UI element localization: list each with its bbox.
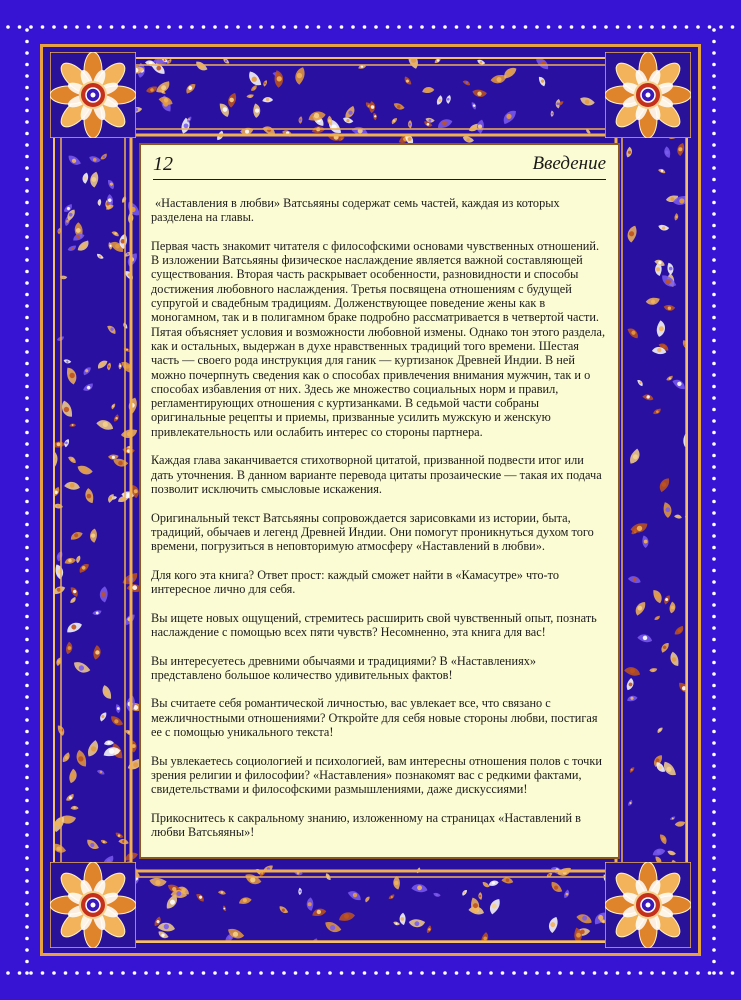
dotted-border-top (0, 18, 741, 36)
corner-flower-icon (50, 52, 136, 138)
page-number: 12 (153, 153, 173, 175)
running-header (153, 149, 606, 180)
paragraph: Прикоснитесь к сакральному знанию, изложенному на страницах «Наставлений в любви Ватсьяяны»! (151, 810, 581, 840)
body-text (151, 196, 606, 854)
paragraph: Вы ищете новых ощущений, стремитесь расширить свой чувственный опыт, познать наслаждение с помощью всех пяти чувств? Несомненно, эта книга для вас! (151, 610, 597, 639)
paragraph: «Наставления в любви» Ватсьяяны содержат семь частей, каждая из которых разделена на главы. (151, 196, 560, 225)
paragraph: Вы интересуетесь древними обычаями и традициями? В «Наставлениях» представлено большое количество удивительных фактов! (151, 653, 537, 682)
paragraph: Для кого эта книга? Ответ прост: каждый сможет найти в «Камасутре» что-то интересное лично для себя. (151, 567, 559, 597)
corner-flower-icon (605, 862, 691, 948)
paragraph: Оригинальный текст Ватсьяяны сопровождается зарисовками из истории, быта, традиций, обычаев и легенд Древней Индии. Они помогут проникнуться духом того времени, погрузиться в неповторимую атмосферу «Наставлений в любви». (151, 510, 594, 554)
paragraph: Вы увлекаетесь социологией и психологией, вам интересны отношения полов с точки зрения религии и философии? «Наставления» познакомят вас с редкими фактами, свидетельствами и философскими размышлениями, даже дискуссиями! (151, 753, 602, 797)
section-title: Введение (532, 153, 606, 174)
paragraph: Вы считаете себя романтической личностью, вас увлекает все, что связано с межличностными отношениями? Откройте для себя новые стороны любви, постигая ее с помощью уникального текста! (151, 696, 598, 739)
dotted-border-left (18, 0, 36, 1000)
paragraph: Каждая глава заканчивается стихотворной цитатой, призванной подвести итог или дать уточнения. В данном варианте перевода цитаты прозаические — такая их подача позволит исключить смысловые искажения. (151, 453, 602, 496)
dotted-border-right (705, 0, 723, 1000)
paragraph: Первая часть знакомит читателя с философскими основами чувственных отношений. В изложении Ватсьяяны физическое наслаждение является важной составляющей существования. Вторая часть раскрывает особенности, разновидности и способы достижения любовного наслаждения. Третья посвящена отношениям с будущей супругой и свадебным традициям. Долженствующее поведение жены как в моногамном, так и в полигамном браке подробно рассматривается в четвертой части. Пятая объясняет условия и возможности любовной измены. Однако тон этого раздела, как и остальных, выдержан в духе нравственных традиций того времени. Шестая часть — своего рода инструкция для ганик — куртизанок Древней Индии. В ней можно почерпнуть сведения как о способах привлечения внимания мужчин, так и о способах избавления от них. Здесь же множество социальных норм и правил, регламентирующих отношения с куртизанками. В седьмой части собраны оригинальные рецепты и приемы, призванные усилить мужскую и женскую привлекательность или ослабить интерес со стороны партнера. (151, 238, 606, 439)
dotted-border-bottom (0, 964, 741, 982)
corner-flower-icon (50, 862, 136, 948)
corner-flower-icon (605, 52, 691, 138)
text-panel (139, 143, 620, 859)
